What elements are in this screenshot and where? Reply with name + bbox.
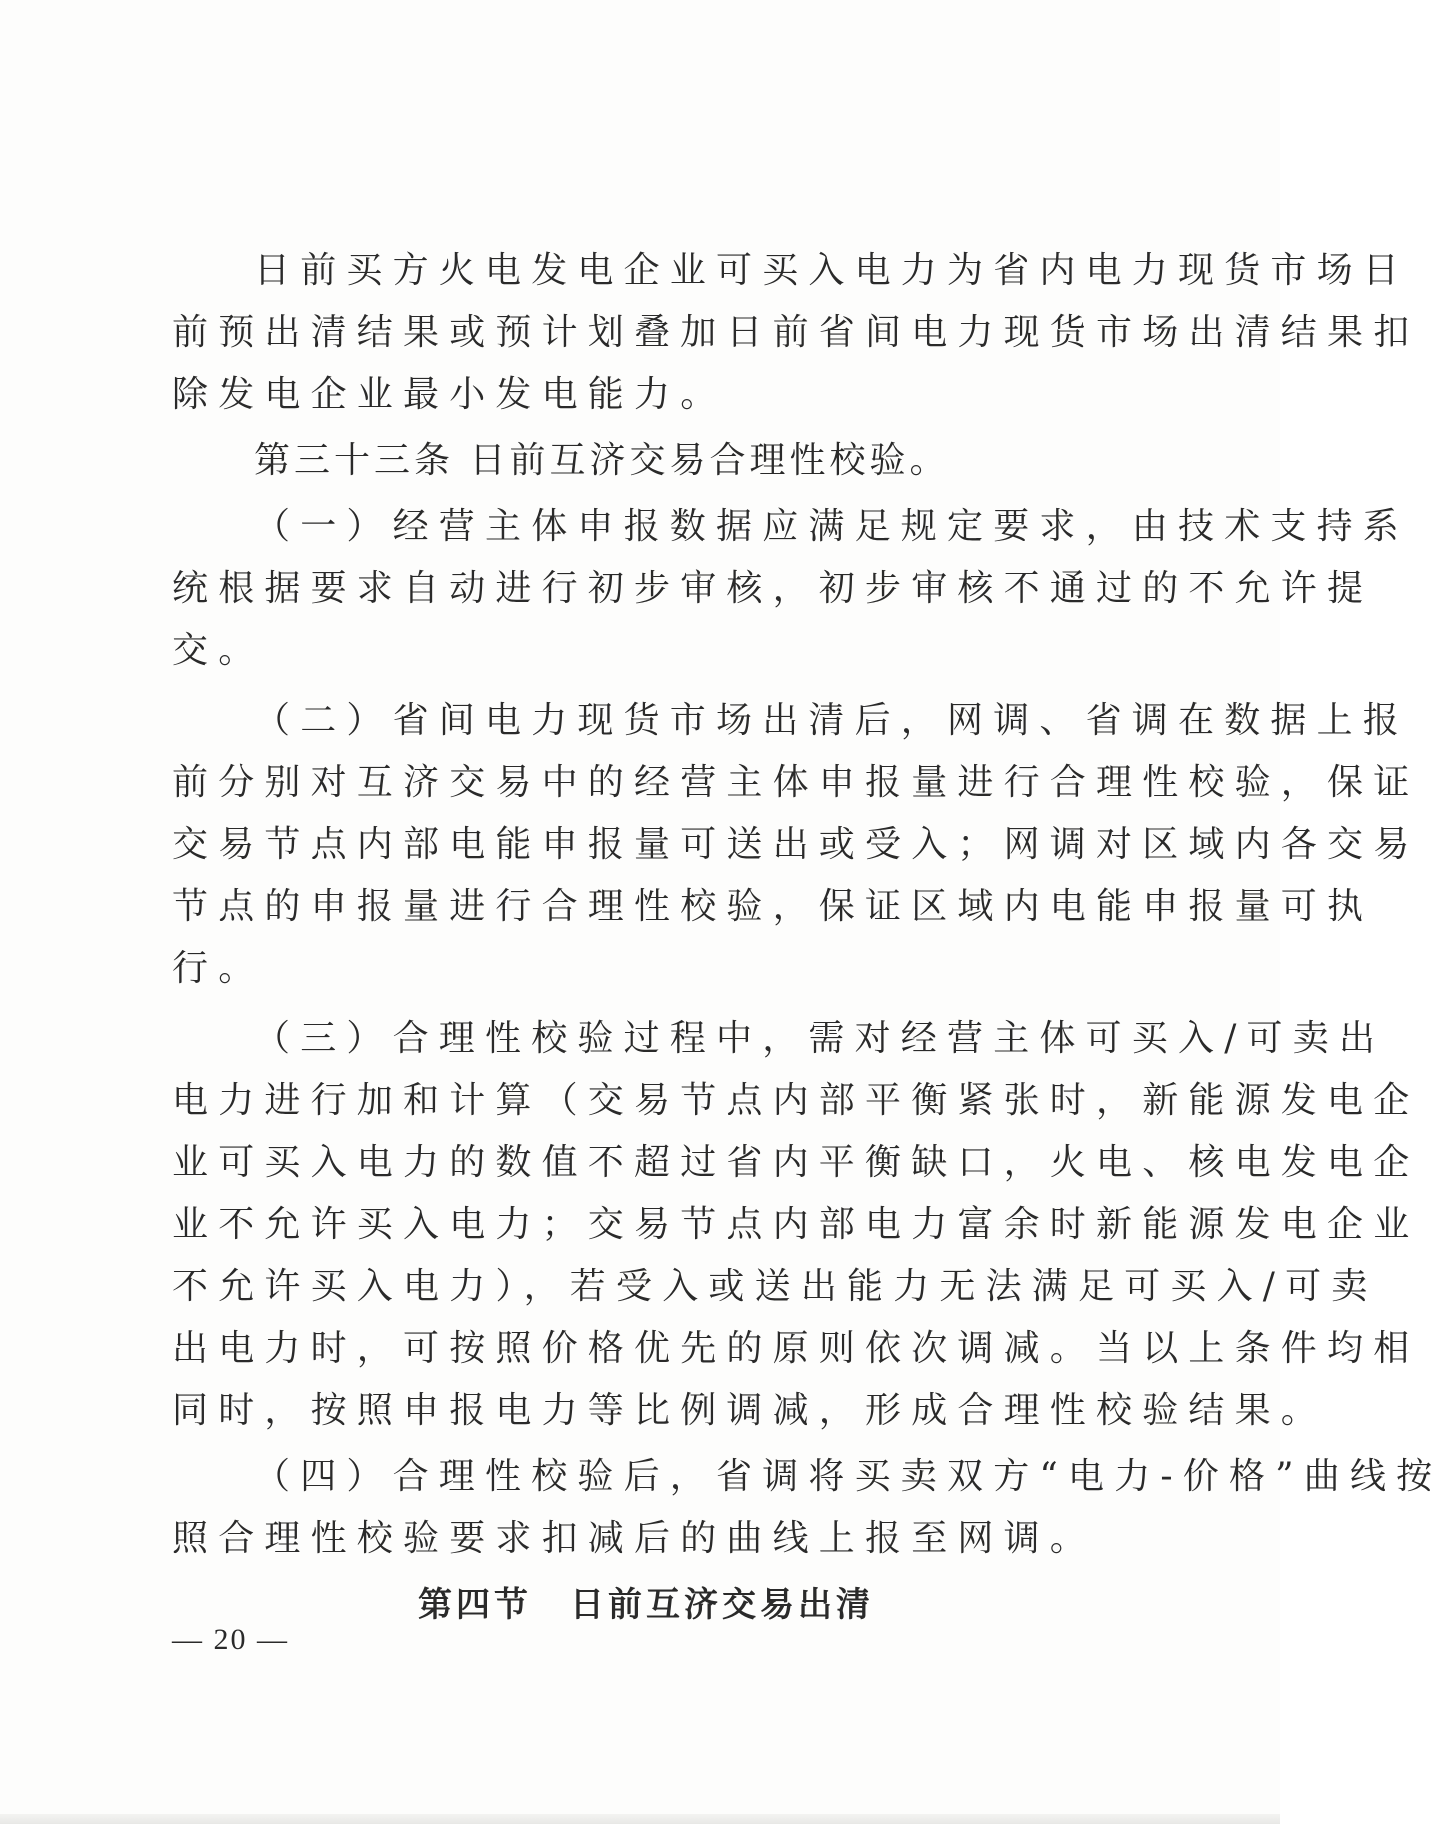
paragraph-item-1	[172, 496, 1410, 682]
page-body	[172, 240, 1442, 1636]
text-line: 日前买方火电发电企业可买入电力为省内电力现货市场日	[254, 250, 1410, 291]
text-line: 交易节点内部电能申报量可送出或受入；网调对区域内各交易	[172, 824, 1420, 865]
section-heading: 第四节 日前互济交易出清	[418, 1585, 874, 1625]
article-33-heading: 第三十三条 日前互济交易合理性校验。	[254, 440, 950, 481]
paragraph-intro	[172, 240, 1420, 426]
paragraph-item-4	[172, 1446, 1442, 1570]
article-title	[172, 430, 1120, 492]
text-line: 除发电企业最小发电能力。	[172, 374, 727, 415]
page-number: — 20 —	[172, 1623, 289, 1656]
text-line: （二）省间电力现货市场出清后，网调、省调在数据上报	[254, 700, 1410, 741]
text-line: 行。	[172, 948, 265, 989]
text-line: 出电力时，可按照价格优先的原则依次调减。当以上条件均相	[172, 1328, 1420, 1369]
text-line: 前分别对互济交易中的经营主体申报量进行合理性校验，保证	[172, 762, 1420, 803]
text-line: 交。	[172, 630, 265, 671]
text-line: 业可买入电力的数值不超过省内平衡缺口，火电、核电发电企	[172, 1142, 1420, 1183]
text-line: （四）合理性校验后，省调将买卖双方“电力-价格”曲线按	[254, 1456, 1442, 1497]
text-line: 统根据要求自动进行初步审核，初步审核不通过的不允许提	[172, 568, 1374, 609]
text-line: 不允许买入电力），若受入或送出能力无法满足可买入/可卖	[172, 1266, 1378, 1307]
text-line: （三）合理性校验过程中，需对经营主体可买入/可卖出	[254, 1018, 1386, 1059]
scan-bottom-edge	[0, 1814, 1280, 1824]
text-line: 电力进行加和计算（交易节点内部平衡紧张时，新能源发电企	[172, 1080, 1420, 1121]
paragraph-item-2	[172, 690, 1420, 1000]
text-line: 节点的申报量进行合理性校验，保证区域内电能申报量可执	[172, 886, 1374, 927]
text-line: 同时，按照申报电力等比例调减，形成合理性校验结果。	[172, 1390, 1328, 1431]
text-line: 业不允许买入电力；交易节点内部电力富余时新能源发电企业	[172, 1204, 1420, 1245]
text-line: 前预出清结果或预计划叠加日前省间电力现货市场出清结果扣	[172, 312, 1420, 353]
text-line: 照合理性校验要求扣减后的曲线上报至网调。	[172, 1518, 1097, 1559]
text-line: （一）经营主体申报数据应满足规定要求，由技术支持系	[254, 506, 1410, 547]
paragraph-item-3	[172, 1008, 1420, 1442]
